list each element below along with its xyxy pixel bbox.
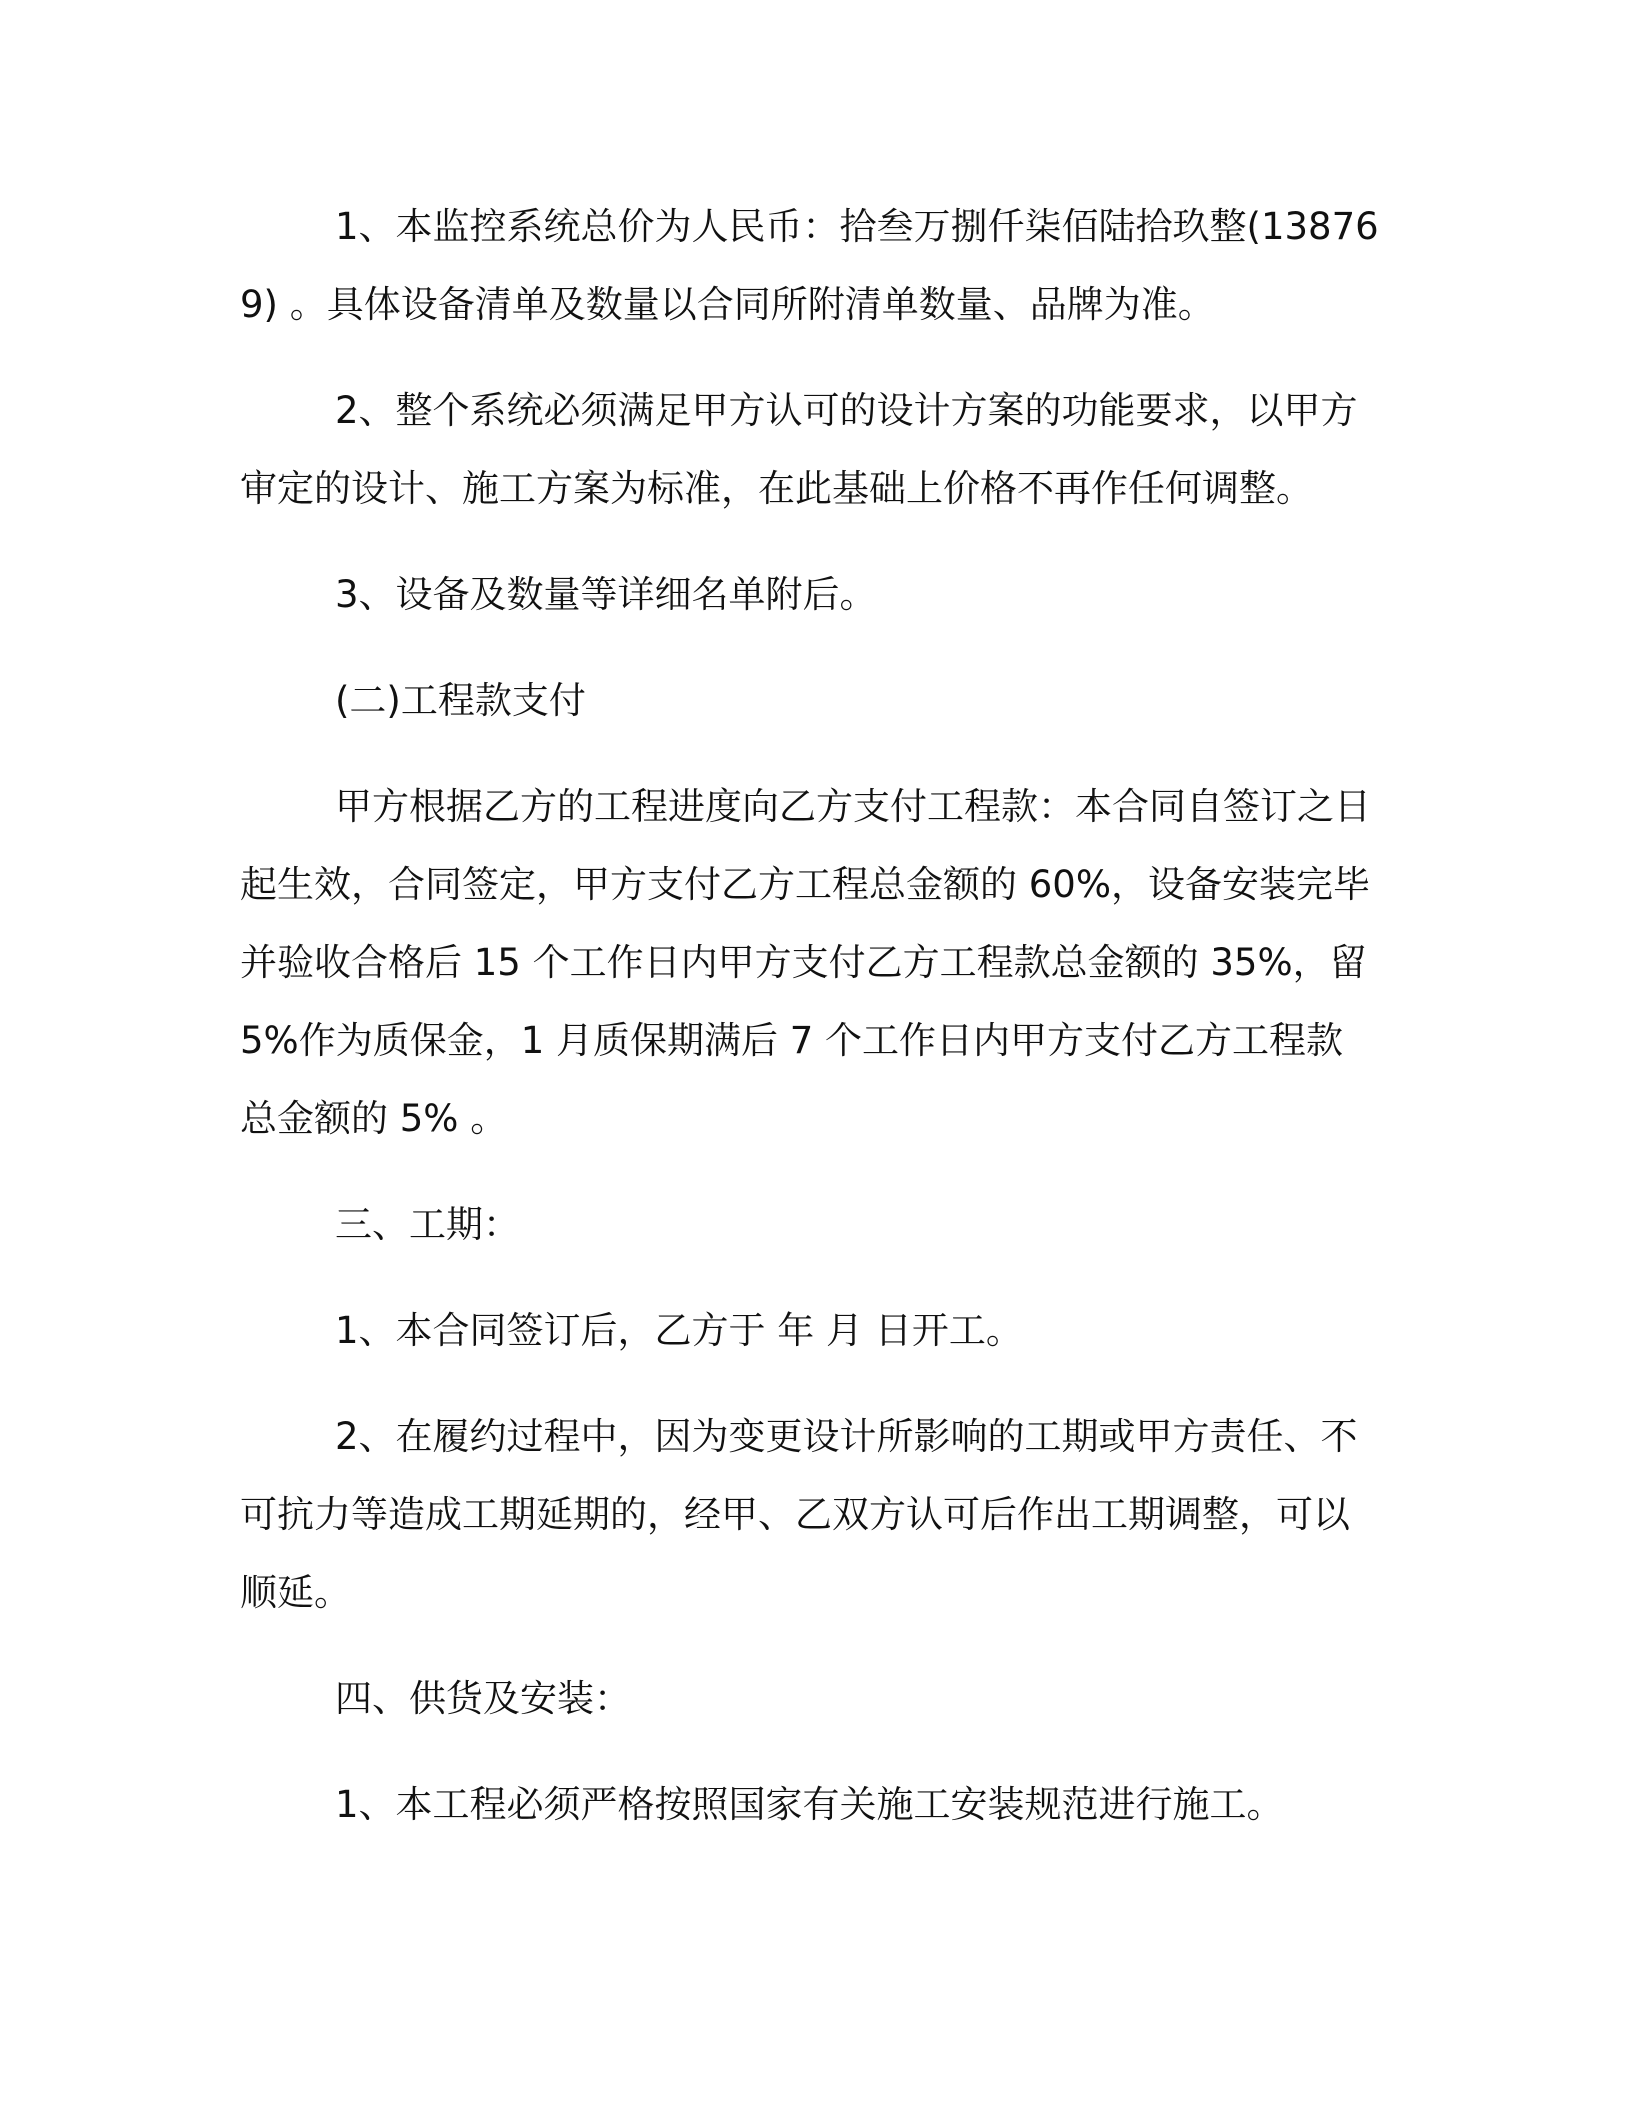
clause-start-date: 1、本合同签订后，乙方于 年 月 日开工。 [335, 1309, 1023, 1352]
clause-payment-terms: 甲方根据乙方的工程进度向乙方支付工程款：本合同自签订之日起生效，合同签定，甲方支付乙方工程总金额的 60%，设备安装完毕并验收合格后 15 个工作日内甲方支付乙方工程款总金额的 35%，留5%作为质保金，1 月质保期满后 7 个工作日内甲方支付乙方工程款总金额的 5% 。 [240, 785, 1371, 1140]
clause-schedule-extension: 2、在履约过程中，因为变更设计所影响的工期或甲方责任、不可抗力等造成工期延期的，经甲、乙双方认可后作出工期调整，可以顺延。 [240, 1415, 1358, 1614]
section-heading-payment: (二)工程款支付 [335, 679, 586, 722]
section-heading-supply-installation: 四、供货及安装： [335, 1677, 631, 1720]
clause-installation-standards: 1、本工程必须严格按照国家有关施工安装规范进行施工。 [335, 1783, 1284, 1826]
section-heading-schedule: 三、工期： [335, 1203, 520, 1246]
clause-equipment-list: 3、设备及数量等详细名单附后。 [335, 573, 877, 616]
clause-design-requirements: 2、整个系统必须满足甲方认可的设计方案的功能要求，以甲方审定的设计、施工方案为标准，在此基础上价格不再作任何调整。 [240, 389, 1358, 510]
clause-total-price: 1、本监控系统总价为人民币：拾叁万捌仟柒佰陆拾玖整(138769) 。具体设备清单及数量以合同所附清单数量、品牌为准。 [240, 205, 1379, 326]
document-body [240, 188, 1380, 1872]
